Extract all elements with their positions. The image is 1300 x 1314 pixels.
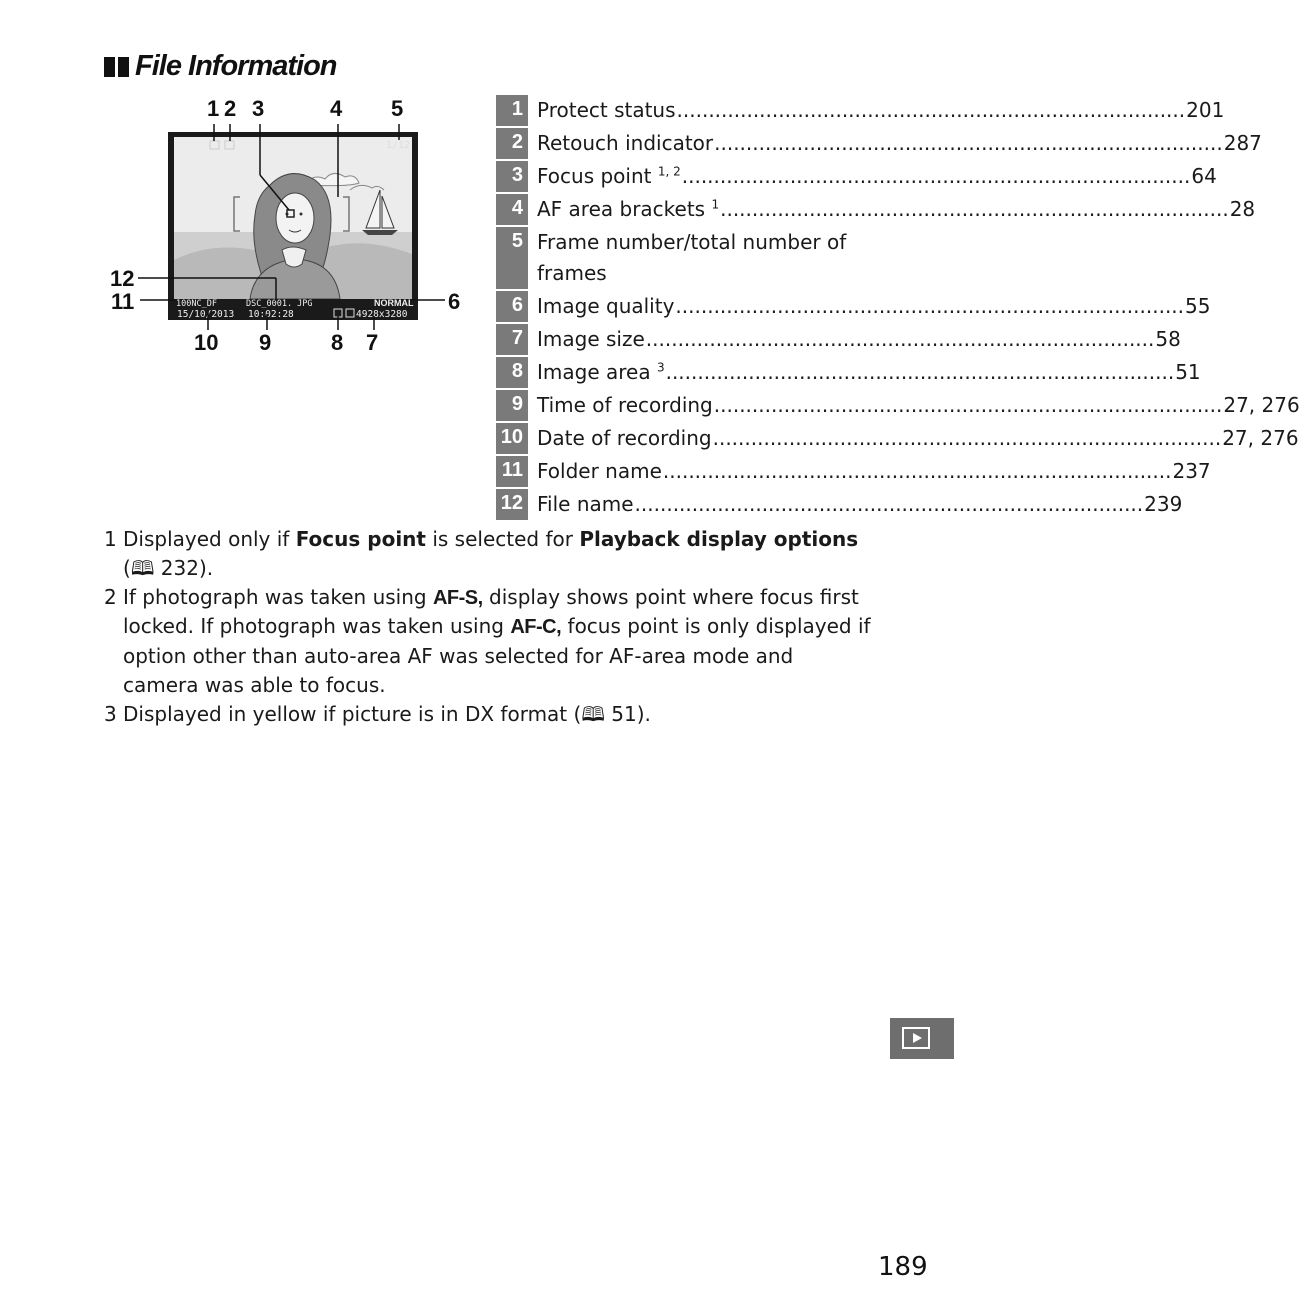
legend-item: 7 Image size ................................................................................ 58 xyxy=(496,324,876,355)
playback-icon xyxy=(902,1027,930,1049)
item-label: Folder name xyxy=(537,459,662,483)
callout-legend xyxy=(496,95,1300,522)
item-label-continued: frames xyxy=(537,261,607,285)
item-footnote-ref: 1, 2 xyxy=(657,164,681,179)
legend-item: 11 Folder name ................................................................................ 237 xyxy=(496,456,876,487)
screen-folder: 100NC_DF xyxy=(176,299,217,309)
item-label: Image size xyxy=(537,327,645,351)
callout-11: 11 xyxy=(111,289,135,314)
callout-12: 12 xyxy=(110,266,135,291)
legend-item: 12 File name ................................................................................ 239 xyxy=(496,489,876,520)
section-marker-icon xyxy=(104,57,129,77)
screen-image-size: 4928x3280 xyxy=(356,309,408,320)
item-page-ref: 55 xyxy=(1185,294,1211,318)
item-label: Image area xyxy=(537,360,651,384)
item-number: 4 xyxy=(496,194,528,225)
item-label: Frame number/total number of xyxy=(537,230,847,254)
item-number: 6 xyxy=(496,291,528,322)
legend-item: 6 Image quality ................................................................................ 55 xyxy=(496,291,876,322)
item-label: Focus point xyxy=(537,164,652,188)
legend-item: 1 Protect status ................................................................................ 201 xyxy=(496,95,876,126)
screen-quality: NORMAL xyxy=(374,298,414,308)
screen-filename: DSC_0001. JPG xyxy=(246,299,313,309)
legend-item: 3 Focus point $^{1, 2}$ ................................................................................ 64 xyxy=(496,161,876,192)
screen-time: 10:02:28 xyxy=(248,309,294,320)
item-label: Image quality xyxy=(537,294,675,318)
callout-8: 8 xyxy=(331,330,344,355)
screen-date: 15/10/2013 xyxy=(177,309,235,320)
item-label: AF area brackets xyxy=(537,197,706,221)
item-page-ref: 58 xyxy=(1155,327,1181,351)
item-number: 9 xyxy=(496,390,528,421)
legend-item: 8 Image area $^3$ ................................................................................ 51 xyxy=(496,357,876,388)
item-number: 2 xyxy=(496,128,528,159)
legend-item: 10 Date of recording ................................................................................ 27, 276 xyxy=(496,423,876,454)
item-number: 5 xyxy=(496,227,528,289)
page-number: 189 xyxy=(878,1252,928,1282)
footnote-1: 1 Displayed only if Focus point is selected for Playback display options (🕮 232). xyxy=(104,527,859,580)
section-title: File Information xyxy=(135,50,337,82)
playback-screen-figure xyxy=(100,90,480,370)
item-label: Retouch indicator xyxy=(537,131,714,155)
item-number: 8 xyxy=(496,357,528,388)
item-page-ref: 51 xyxy=(1175,360,1201,384)
footnote-2: 2 If photograph was taken using AF-S, display shows point where focus first locked. If photograph was taken using AF-C, focus point is only displayed if option other than auto-area AF was selected for AF-area mode and camera was able to focus. xyxy=(104,584,871,697)
playback-screen-illustration xyxy=(100,90,480,370)
page-link[interactable]: 51 xyxy=(611,701,637,726)
callout-6: 6 xyxy=(448,289,461,314)
playback-chapter-tab[interactable] xyxy=(890,1018,954,1059)
item-page-ref: 239 xyxy=(1144,492,1183,516)
callout-5: 5 xyxy=(391,96,404,121)
item-number: 1 xyxy=(496,95,528,126)
page-link[interactable]: 232 xyxy=(160,555,199,580)
legend-item xyxy=(496,227,876,289)
item-page-ref: 27, 276 xyxy=(1223,393,1300,417)
book-icon: 🕮 xyxy=(130,555,155,580)
legend-item: 4 AF area brackets $^1$ ................................................................................ 28 xyxy=(496,194,876,225)
callout-9: 9 xyxy=(259,330,272,355)
section-heading xyxy=(104,50,337,83)
item-footnote-ref: 3 xyxy=(656,360,665,375)
item-number: 12 xyxy=(496,489,528,520)
callout-4: 4 xyxy=(330,96,343,121)
callout-7: 7 xyxy=(366,330,379,355)
callout-1: 1 xyxy=(207,96,220,121)
item-page-ref: 287 xyxy=(1223,131,1262,155)
item-number: 10 xyxy=(496,423,528,454)
item-page-ref: 28 xyxy=(1229,197,1256,221)
item-label: File name xyxy=(537,492,634,516)
legend-item: 2 Retouch indicator ................................................................................ 287 xyxy=(496,128,876,159)
callout-3: 3 xyxy=(252,96,265,121)
item-label: Protect status xyxy=(537,98,676,122)
item-label: Date of recording xyxy=(537,426,712,450)
footnotes xyxy=(104,525,874,729)
item-page-ref: 27, 276 xyxy=(1222,426,1299,450)
footnote-3: 3 Displayed in yellow if picture is in DX format (🕮 51). xyxy=(104,701,651,726)
screen-frame-counter: 1/12 xyxy=(386,140,411,151)
item-page-ref: 64 xyxy=(1191,164,1217,188)
item-number: 11 xyxy=(496,456,528,487)
item-page-ref: 237 xyxy=(1172,459,1211,483)
callout-10: 10 xyxy=(194,330,219,355)
item-page-ref: 201 xyxy=(1186,98,1225,122)
legend-item: 9 Time of recording ................................................................................ 27, 276 xyxy=(496,390,876,421)
callout-2: 2 xyxy=(224,96,237,121)
item-number: 3 xyxy=(496,161,528,192)
book-icon: 🕮 xyxy=(581,701,605,726)
item-number: 7 xyxy=(496,324,528,355)
item-label: Time of recording xyxy=(537,393,713,417)
item-footnote-ref: 1 xyxy=(711,197,720,212)
